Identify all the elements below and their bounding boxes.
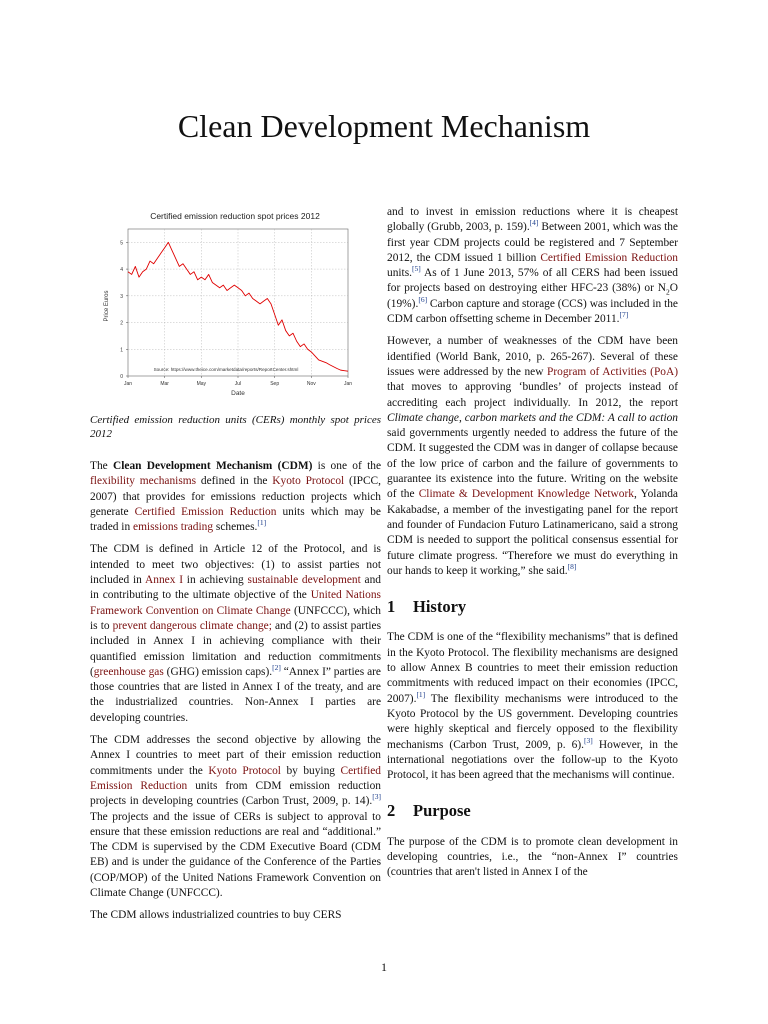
chart-y-tick-label: 0 [120,374,123,380]
chart-x-tick-label: Sep [270,381,280,387]
citation-link[interactable]: [6] [418,294,428,304]
link-program-of-activities[interactable]: Program of Activities (PoA) [547,365,678,378]
chart-y-tick-label: 1 [120,347,123,354]
citation-link[interactable]: [4] [529,218,539,228]
chart-y-tick-label: 2 [120,320,123,327]
page-number: 1 [381,960,387,974]
link-annex-i[interactable]: Annex I [145,574,183,587]
chart-x-tick-label: Jan [123,381,133,387]
link-emissions-trading[interactable]: emissions trading [133,521,214,534]
chart-x-tick-label: Mar [160,381,169,387]
citation-link[interactable]: [1] [416,689,426,699]
chart-y-tick-label: 3 [120,293,123,300]
chart-source-note: Source: https://www.theice.com/marketdata/reports/ReportCenter.shtml [153,367,299,372]
citation-link[interactable]: [1] [257,518,267,528]
chart-x-tick-label: May [196,381,207,387]
link-unfccc[interactable]: United Nations Framework Convention on Climate Change [90,589,381,617]
term-bold: Clean Development Mechanism (CDM) [113,460,313,472]
paragraph: The CDM allows industrialized countries to buy CERS [90,909,342,922]
paragraph: The purpose of the CDM is to promote clean development in developing countries, i.e., the “non-Annex I” countries (countries that aren't listed in Annex I of the [387,835,678,879]
page-title: Clean Development Mechanism [177,108,591,144]
citation-link[interactable]: [8] [567,562,577,572]
paragraph: The CDM addresses the second objective by allowing the Annex I countries to meet part of their emission reduction commitments under the Kyoto Protocol by buying Certified Emission Reduction units from CDM emission reduction projects in developing countries (Carbon Trust, 2009, p. 14).[3] The projects and the issue of CERs is subject to approval to ensure that these emission reductions are real and “additional.” The CDM is supervised by the CDM Executive Board (CDM EB) and is under the guidance of the Conference of the Parties (COP/MOP) of the United Nations Framework Convention on Climate Change (UNFCCC). [90,734,381,900]
chart-y-axis-label: Price Euros [104,290,110,322]
chart-x-tick-label: Jan [343,381,353,387]
chart-series-line [128,242,348,371]
link-greenhouse-gas[interactable]: greenhouse gas [93,665,164,678]
chart-title: Certified emission reduction spot prices 2012 [150,211,320,221]
right-column [387,205,678,888]
paragraph: and to invest in emission reductions where it is cheapest globally (Grubb, 2003, p. 159).[4] Between 2001, which was the first year CDM projects could be registered and 7 September 2012, the CDM issued 1 billion Certified Emission Reduction units.[5] As of 1 June 2013, 57% of all CERS had been issued for projects based on destroying either HFC-23 (38%) or $N_2O$ (19%).[6] Carbon capture and storage (CCS) was included in the CDM carbon offsetting scheme in December 2011.[7] [387,206,679,326]
link-certified-emission-reduction[interactable]: Certified Emission Reduction [90,764,381,792]
citation-link[interactable]: [5] [412,264,421,274]
link-sustainable-development[interactable]: sustainable development [247,574,361,587]
link-certified-emission-reduction[interactable]: Certified Emission Reduction [134,505,277,518]
link-flexibility-mechanisms[interactable]: flexibility mechanisms [90,475,197,488]
section-heading-purpose: 2 Purpose [387,801,471,821]
report-title: Climate change, carbon markets and the CDM: A call to action [387,411,678,424]
paragraph: However, a number of weaknesses of the CDM have been identified (World Bank, 2010, p. 265-267). Several of these issues were addressed by the new Program of Activities (PoA) that moves to approving ‘bundles’ of projects instead of accrediting each project individually. In 2012, the report Climate change, carbon markets and the CDM: A call to action said governments urgently needed to address the future of the CDM. It suggested the CDM was in danger of collapse because of the low price of carbon and the failure of governments to guarantee its existence into the future. Writing on the website of the Climate & Development Knowledge Network, Yolanda Kakabadse, a member of the investigating panel for the report and founder of Fundacion Futuro Latinamericano, said a strong CDM is needed to support the political consensus essential for future climate progress. “Therefore we must do everything in our hands to keep it working,” she said.[8] [387,335,678,577]
paragraph: The Clean Development Mechanism (CDM) is one of the flexibility mechanisms defined in the Kyoto Protocol (IPCC, 2007) that provides for emissions reduction projects which generate Certified Emission Reduction units which may be traded in emissions trading schemes.[1] [90,460,381,534]
citation-link[interactable]: [3] [372,792,381,802]
chart-x-tick-label: Nov [306,381,316,387]
citation-link[interactable]: [3] [583,735,593,745]
chart-x-axis-label: Date [231,390,245,397]
figure-caption: Certified emission reduction units (CERs) monthly spot prices 2012 [90,414,381,440]
citation-link[interactable]: [7] [619,310,629,320]
link-kyoto-protocol[interactable]: Kyoto Protocol [272,475,345,488]
price-chart [90,205,381,405]
link-cdkn[interactable]: Climate & Development Knowledge Network [418,488,634,501]
link-certified-emission-reduction[interactable]: Certified Emission Reduction [540,251,679,264]
left-column [90,205,381,931]
price-chart-figure [90,205,381,405]
link-kyoto-protocol[interactable]: Kyoto Protocol [208,764,281,777]
chart-x-tick-label: Jul [234,381,242,387]
paragraph: The CDM is one of the “flexibility mechanisms” that is defined in the Kyoto Protocol. The flexibility mechanisms are designed to allow Annex B countries to meet their emission reduction commitments with reduced impact on their economies (IPCC, 2007).[1] The flexibility mechanisms were introduced to the Kyoto Protocol by the US government. Developing countries were highly skeptical and fiercely opposed to the flexibility mechanisms (Carbon Trust, 2009, p. 6).[3] However, in the international negotiations over the follow-up to the Kyoto Protocol, it has been agreed that the mechanisms will continue. [387,631,678,782]
section-heading-history: 1 History [387,597,467,617]
paragraph: The CDM is defined in Article 12 of the Protocol, and is intended to meet two objectives: (1) to assist parties not included in Annex I in achieving sustainable development and in contributing to the ultimate objective of the United Nations Framework Convention on Climate Change (UNFCCC), which is to prevent dangerous climate change; and (2) to assist parties included in Annex I in achieving compliance with their quantified emission limitation and reduction commitments (greenhouse gas (GHG) emission caps).[2] “Annex I” parties are those countries that are listed in Annex I of the treaty, and are the industrialized countries. Non-Annex I parties are developing countries. [90,543,382,724]
link-prevent-climate-change[interactable]: prevent dangerous climate change; [112,619,272,632]
citation-link[interactable]: [2] [272,663,281,673]
chart-y-tick-label: 5 [120,240,123,247]
chart-y-tick-label: 4 [120,267,123,274]
